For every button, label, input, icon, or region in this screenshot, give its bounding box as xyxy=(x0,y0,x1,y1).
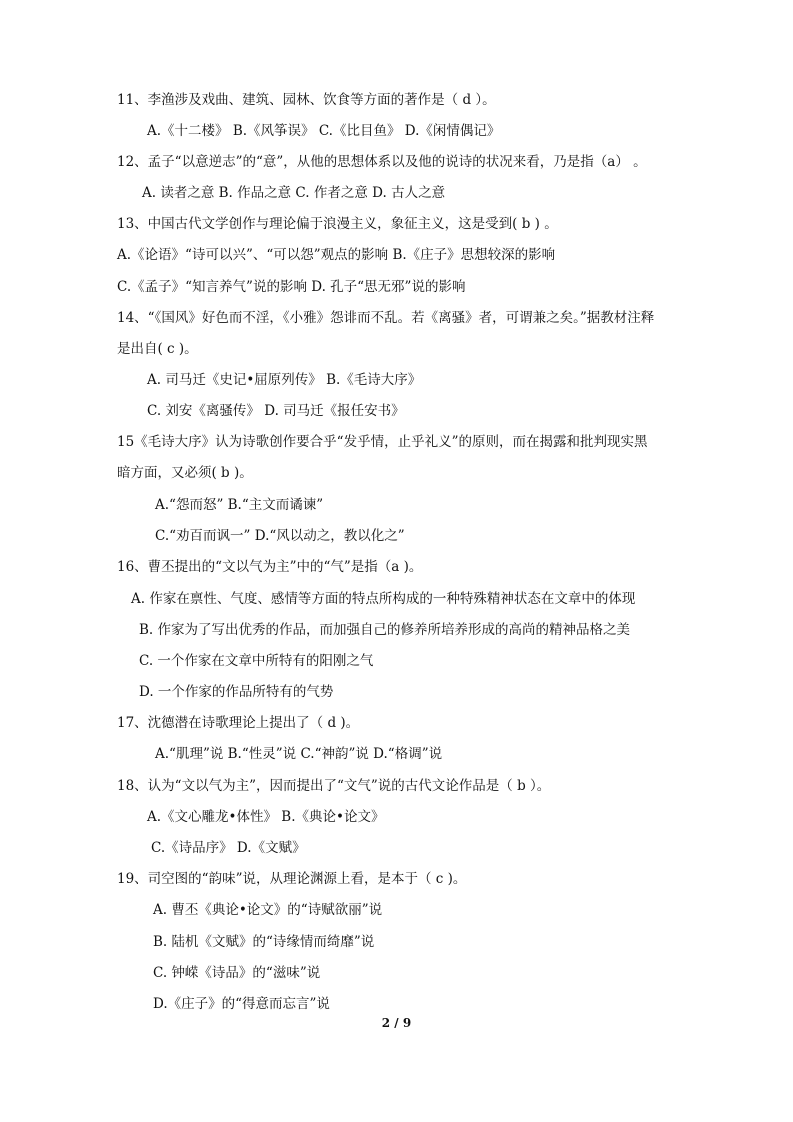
question-stem: 11、李渔涉及戏曲、建筑、园林、饮食等方面的著作是（ d ）。 xyxy=(117,92,496,108)
question-stem: 17、沈德潜在诗歌理论上提出了（ d )。 xyxy=(117,715,360,731)
question-options: C.《孟子》“知言养气”说的影响 D. 孔子“思无邪”说的影响 xyxy=(117,279,466,295)
question-options: C. 钟嵘《诗品》的“滋味”说 xyxy=(153,965,321,981)
page-number: 2 / 9 xyxy=(381,1016,412,1030)
question-options: C. 刘安《离骚传》 D. 司马迁《报任安书》 xyxy=(147,403,405,419)
question-stem: 是出自( c )。 xyxy=(117,341,198,357)
question-options: A. 读者之意 B. 作品之意 C. 作者之意 D. 古人之意 xyxy=(142,185,446,201)
question-options: C.“劝百而讽一” D.“风以动之，教以化之” xyxy=(155,528,405,544)
question-options: A. 作家在禀性、气度、感情等方面的特点所构成的一种特殊精神状态在文章中的体现 xyxy=(131,591,636,607)
question-stem: 暗方面，又必须( b )。 xyxy=(117,465,253,481)
question-options: A.“怨而怒” B.“主文而谲谏” xyxy=(155,497,324,513)
question-options: A. 司马迁《史记•屈原列传》 B.《毛诗大序》 xyxy=(147,372,422,388)
question-options: A.《文心雕龙•体性》 B.《典论•论文》 xyxy=(147,809,385,825)
question-options: A. 曹丕《典论•论文》的“诗赋欲丽”说 xyxy=(153,902,383,918)
question-options: B. 陆机《文赋》的“诗缘情而绮靡”说 xyxy=(153,934,375,950)
question-stem: 14、“《国风》好色而不淫，《小雅》怨诽而不乱。若《离骚》者，可谓兼之矣。”据教材注释 xyxy=(117,310,655,326)
question-stem: 16、曹丕提出的“文以气为主”中的“气”是指（a )。 xyxy=(117,559,423,575)
question-options: A.《十二楼》 B.《风筝误》 C.《比目鱼》 D.《闲情偶记》 xyxy=(147,123,501,139)
question-options: D. 一个作家的作品所特有的气势 xyxy=(139,684,334,700)
question-stem: 15《毛诗大序》认为诗歌创作要合乎“发乎情，止乎礼义”的原则，而在揭露和批判现实黑 xyxy=(117,434,648,450)
question-stem: 18、认为“文以气为主”，因而提出了“文气”说的古代文论作品是（ b ）。 xyxy=(117,778,551,794)
question-stem: 12、孟子“以意逆志”的“意”，从他的思想体系以及他的说诗的状况来看，乃是指（a） 。 xyxy=(117,154,647,170)
question-stem: 13、中国古代文学创作与理论偏于浪漫主义，象征主义，这是受到( b ) 。 xyxy=(117,216,558,232)
question-options: B. 作家为了写出优秀的作品，而加强自己的修养所培养形成的高尚的精神品格之美 xyxy=(139,622,631,638)
question-options: C.《诗品序》 D.《文赋》 xyxy=(151,840,306,856)
question-stem: 19、司空图的“韵味”说，从理论渊源上看，是本于（ c )。 xyxy=(117,871,467,887)
question-options: A.“肌理”说 B.“性灵”说 C.“神韵”说 D.“格调”说 xyxy=(155,746,443,762)
question-options: D.《庄子》的“得意而忘言”说 xyxy=(153,996,330,1012)
question-options: A.《论语》“诗可以兴”、“可以怨”观点的影响 B.《庄子》思想较深的影响 xyxy=(117,247,556,263)
question-options: C. 一个作家在文章中所特有的阳刚之气 xyxy=(139,653,374,669)
